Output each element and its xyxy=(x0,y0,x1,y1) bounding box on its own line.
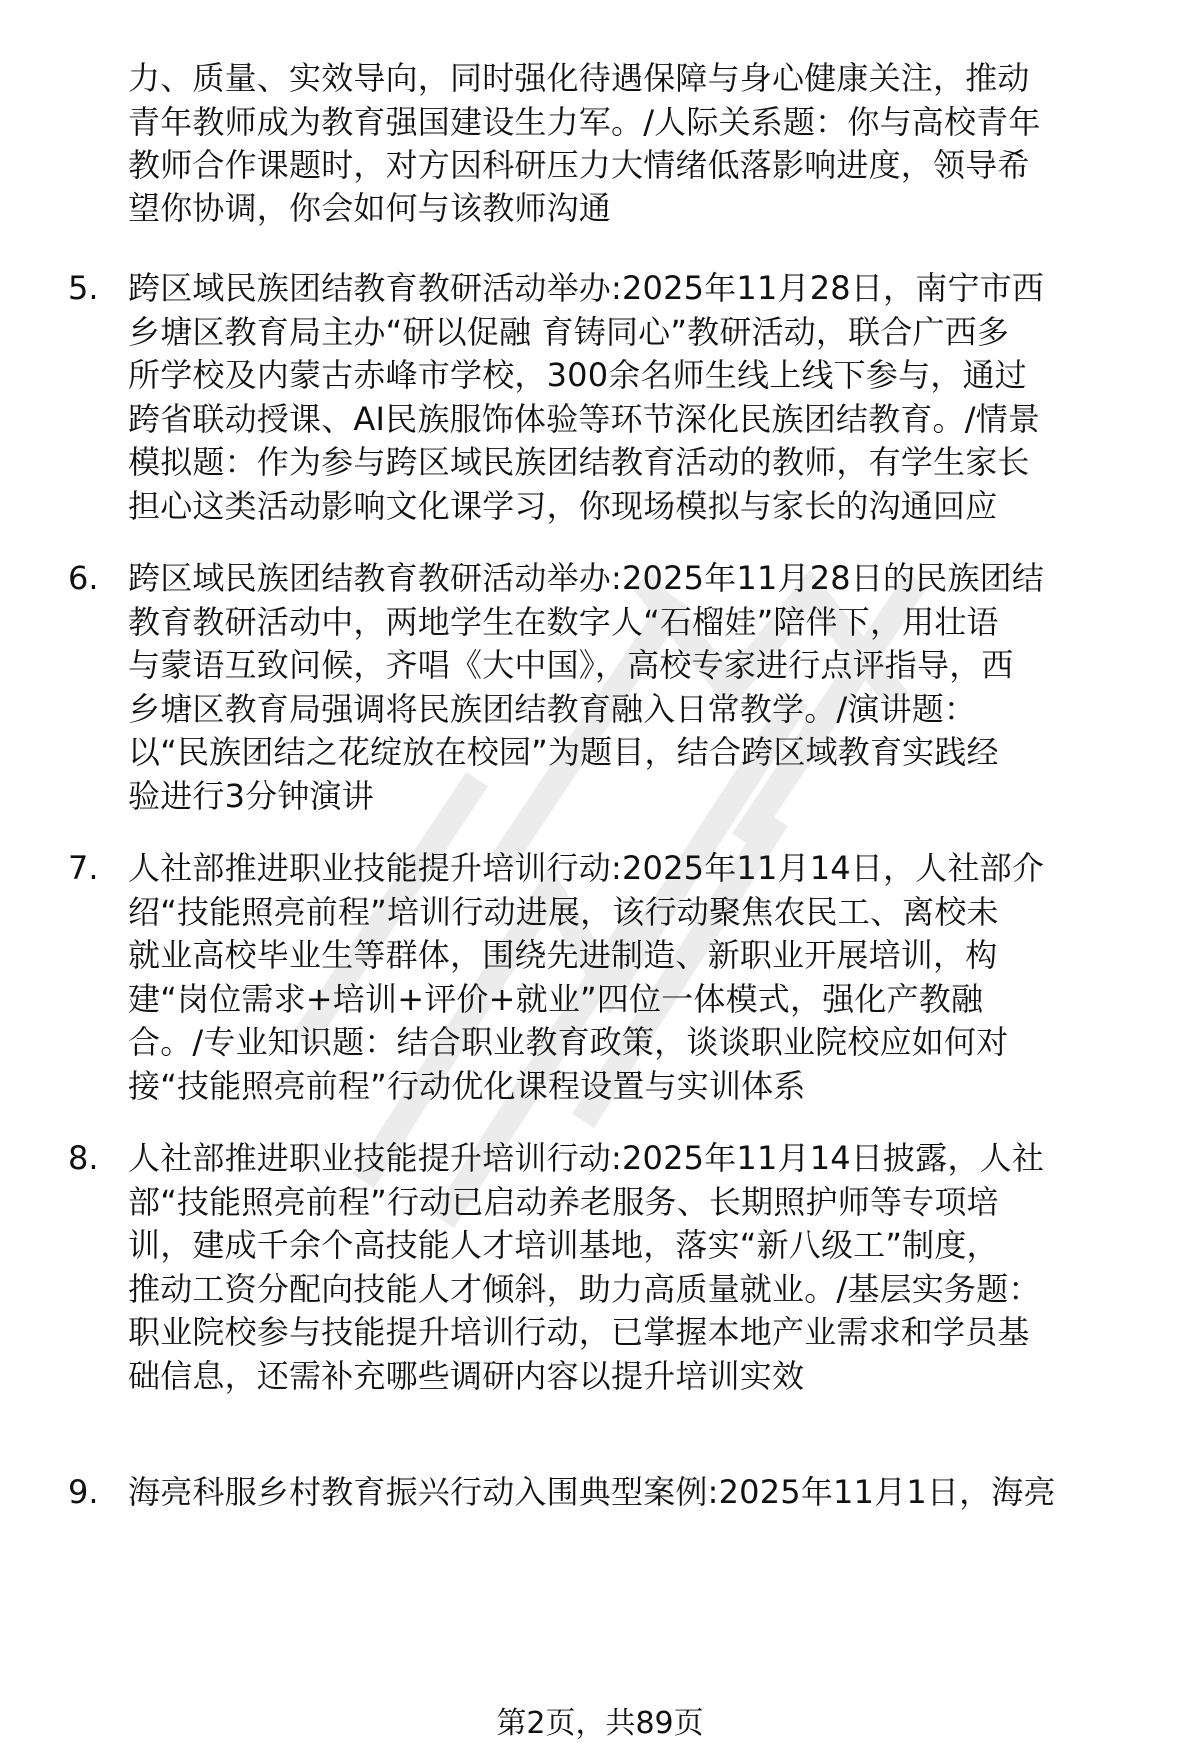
page-indicator: 第2页，共89页 xyxy=(496,1706,704,1741)
item-text-line: 人社部推进职业技能提升培训行动:2025年11月14日披露，人社 xyxy=(128,1139,1045,1177)
item-text-line: 模拟题：作为参与跨区域民族团结教育活动的教师，有学生家长 xyxy=(128,443,1030,481)
item-text-line: 接“技能照亮前程”行动优化课程设置与实训体系 xyxy=(128,1067,806,1105)
item-text-line: 部“技能照亮前程”行动已启动养老服务、长期照护师等专项培 xyxy=(128,1183,999,1221)
item-number: 9. xyxy=(68,1473,99,1511)
item-text-line: 础信息，还需补充哪些调研内容以提升培训实效 xyxy=(128,1357,805,1395)
item-number: 5. xyxy=(68,269,99,307)
item-text-line: 人社部推进职业技能提升培训行动:2025年11月14日，人社部介 xyxy=(128,849,1045,887)
item-text-line: 海亮科服乡村教育振兴行动入围典型案例:2025年11月1日，海亮 xyxy=(128,1473,1056,1511)
item-text-line: 建“岗位需求+培训+评价+就业”四位一体模式，强化产教融 xyxy=(128,980,984,1018)
item-text-line: 验进行3分钟演讲 xyxy=(128,777,374,815)
item-text-line: 力、质量、实效导向，同时强化待遇保障与身心健康关注，推动 xyxy=(128,59,1030,97)
item-text-line: 绍“技能照亮前程”培训行动进展，该行动聚焦农民工、离校未 xyxy=(128,893,999,931)
item-text-line: 以“民族团结之花绽放在校园”为题目，结合跨区域教育实践经 xyxy=(128,733,999,771)
item-text-line: 所学校及内蒙古赤峰市学校，300余名师生线上线下参与，通过 xyxy=(128,356,1027,394)
item-text-line: 望你协调，你会如何与该教师沟通 xyxy=(128,189,612,227)
item-text-line: 职业院校参与技能提升培训行动，已掌握本地产业需求和学员基 xyxy=(128,1313,1030,1351)
item-number: 6. xyxy=(68,559,99,597)
item-text-line: 推动工资分配向技能人才倾斜，助力高质量就业。/基层实务题： xyxy=(128,1270,1041,1308)
item-text-line: 教育教研活动中，两地学生在数字人“石榴娃”陪伴下，用壮语 xyxy=(128,603,999,641)
item-text-line: 跨区域民族团结教育教研活动举办:2025年11月28日的民族团结 xyxy=(128,559,1045,597)
item-text-line: 跨省联动授课、AI民族服饰体验等环节深化民族团结教育。/情景 xyxy=(128,400,1041,438)
item-text-line: 与蒙语互致问候，齐唱《大中国》，高校专家进行点评指导，西 xyxy=(128,646,1014,684)
item-text-line: 合。/专业知识题：结合职业教育政策，谈谈职业院校应如何对 xyxy=(128,1023,1009,1061)
item-number: 8. xyxy=(68,1139,99,1177)
item-text-line: 训，建成千余个高技能人才培训基地，落实“新八级工”制度， xyxy=(128,1226,999,1264)
item-text-line: 教师合作课题时，对方因科研压力大情绪低落影响进度，领导希 xyxy=(128,146,1030,184)
item-text-line: 乡塘区教育局强调将民族团结教育融入日常教学。/演讲题： xyxy=(128,690,977,728)
item-number: 7. xyxy=(68,849,99,887)
item-text-line: 乡塘区教育局主办“研以促融 育铸同心”教研活动，联合广西多 xyxy=(128,313,1010,351)
item-text-line: 就业高校毕业生等群体，围绕先进制造、新职业开展培训，构 xyxy=(128,936,998,974)
item-text-line: 担心这类活动影响文化课学习，你现场模拟与家长的沟通回应 xyxy=(128,487,998,525)
item-text-line: 青年教师成为教育强国建设生力军。/人际关系题：你与高校青年 xyxy=(128,103,1041,141)
item-text-line: 跨区域民族团结教育教研活动举办:2025年11月28日，南宁市西 xyxy=(128,269,1045,307)
